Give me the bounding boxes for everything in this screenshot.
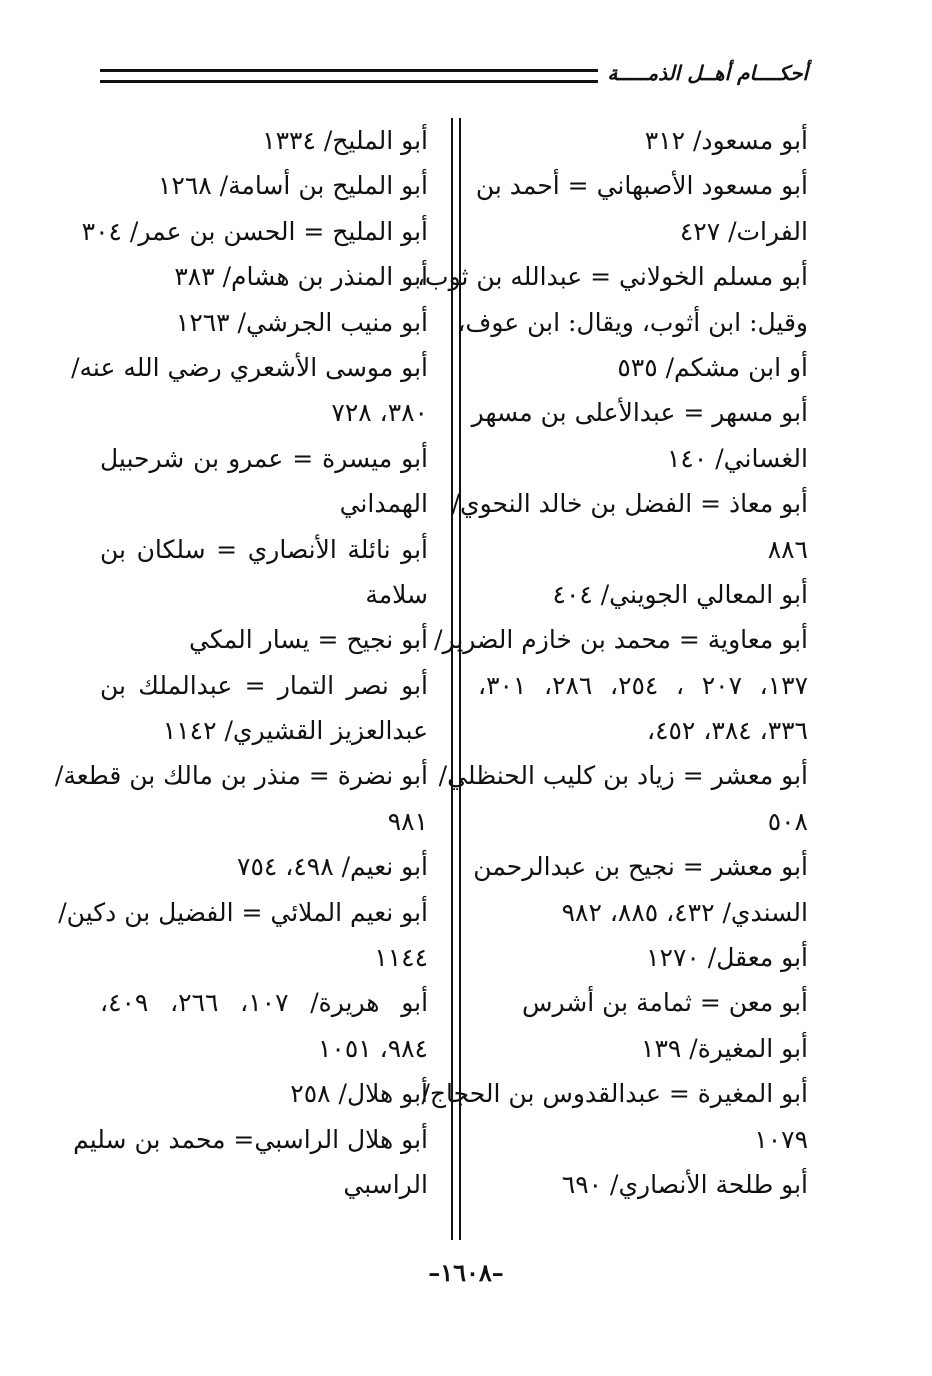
index-line: ١٠٧٩ — [754, 1124, 808, 1154]
index-line: ٩٨٤، ١٠٥١ — [317, 1033, 428, 1063]
index-line: الراسبي — [343, 1169, 428, 1199]
running-header — [100, 58, 808, 88]
index-line: ٨٨٦ — [767, 534, 808, 564]
index-line: ٥٠٨ — [767, 806, 808, 836]
index-line: وقيل: ابن أثوب، ويقال: ابن عوف، — [457, 307, 808, 337]
index-line: أبو مسلم الخولاني = عبدالله بن ثوب، — [416, 262, 808, 292]
index-line: أبو نجيح = يسار المكي — [189, 625, 428, 655]
index-line: أو ابن مشكم/ ٥٣٥ — [617, 352, 808, 382]
index-line: أبو هريرة/ ١٠٧، ٢٦٦، ٤٠٩، — [100, 988, 429, 1018]
index-line: الهمداني — [339, 489, 428, 519]
book-title: أحكــــام أهــل الذمـــــة — [607, 61, 808, 85]
index-line: أبو نائلة الأنصاري = سلكان بن — [100, 534, 428, 564]
page-number: –١٦٠٨– — [428, 1258, 504, 1287]
index-line: أبو المليح/ ١٣٣٤ — [262, 126, 428, 155]
index-line: أبو معشر = نجيح بن عبدالرحمن — [473, 852, 808, 882]
index-line: أبو معاوية = محمد بن خازم الضرير/ — [434, 625, 808, 655]
index-line: ٣٣٦، ٣٨٤، ٤٥٢، — [647, 716, 808, 746]
header-rule — [100, 69, 598, 83]
index-line: أبو المغيرة/ ١٣٩ — [641, 1033, 808, 1063]
index-line: أبو المعالي الجويني/ ٤٠٤ — [552, 579, 808, 609]
index-line: أبو معن = ثمامة بن أشرس — [522, 988, 808, 1018]
index-line: السندي/ ٤٣٢، ٨٨٥، ٩٨٢ — [561, 897, 808, 927]
index-line: الغساني/ ١٤٠ — [666, 443, 808, 473]
column-divider — [451, 118, 461, 1240]
index-line: أبو مسهر = عبدالأعلى بن مسهر — [471, 398, 808, 428]
index-line: أبو منيب الجرشي/ ١٢٦٣ — [175, 307, 428, 337]
index-line: أبو معاذ = الفضل بن خالد النحوي/ — [451, 489, 808, 519]
index-line: أبو معقل/ ١٢٧٠ — [646, 943, 808, 973]
index-line: سلامة — [365, 579, 428, 609]
index-line: أبو هلال الراسبي= محمد بن سليم — [73, 1124, 428, 1154]
index-line: أبو ميسرة = عمرو بن شرحبيل — [100, 443, 428, 473]
index-line: ٣٨٠، ٧٢٨ — [331, 398, 428, 428]
index-line: أبو نصر التمار = عبدالملك بن — [100, 670, 428, 700]
index-line: أبو المليح بن أسامة/ ١٢٦٨ — [157, 171, 428, 201]
index-column-right — [416, 118, 809, 1207]
index-line: الفرات/ ٤٢٧ — [679, 216, 808, 246]
index-line: أبو المغيرة = عبدالقدوس بن الحجاج/ — [421, 1079, 808, 1109]
index-line: أبو مسعود الأصبهاني = أحمد بن — [475, 171, 808, 201]
index-line: ١١٤٤ — [374, 943, 428, 973]
index-line: أبو نعيم الملائي = الفضيل بن دكين/ — [58, 897, 428, 927]
index-line: أبو نضرة = منذر بن مالك بن قطعة/ — [54, 761, 428, 791]
index-line: أبو هلال/ ٢٥٨ — [290, 1079, 428, 1109]
index-line: عبدالعزيز القشيري/ ١١٤٢ — [162, 716, 428, 746]
index-line: أبو معشر = زياد بن كليب الحنظلي/ — [438, 761, 808, 791]
index-line: أبو موسى الأشعري رضي الله عنه/ — [71, 352, 428, 382]
index-line: أبو نعيم/ ٤٩٨، ٧٥٤ — [237, 852, 428, 882]
index-line: ١٣٧، ٢٠٧ ، ٢٥٤، ٢٨٦، ٣٠١، — [478, 670, 809, 700]
index-line: أبو المنذر بن هشام/ ٣٨٣ — [174, 262, 428, 292]
index-line: ٩٨١ — [387, 806, 428, 836]
index-column-left — [54, 118, 429, 1207]
index-line: أبو المليح = الحسن بن عمر/ ٣٠٤ — [81, 216, 428, 246]
index-line: أبو طلحة الأنصاري/ ٦٩٠ — [561, 1169, 808, 1199]
index-line: أبو مسعود/ ٣١٢ — [644, 126, 808, 155]
